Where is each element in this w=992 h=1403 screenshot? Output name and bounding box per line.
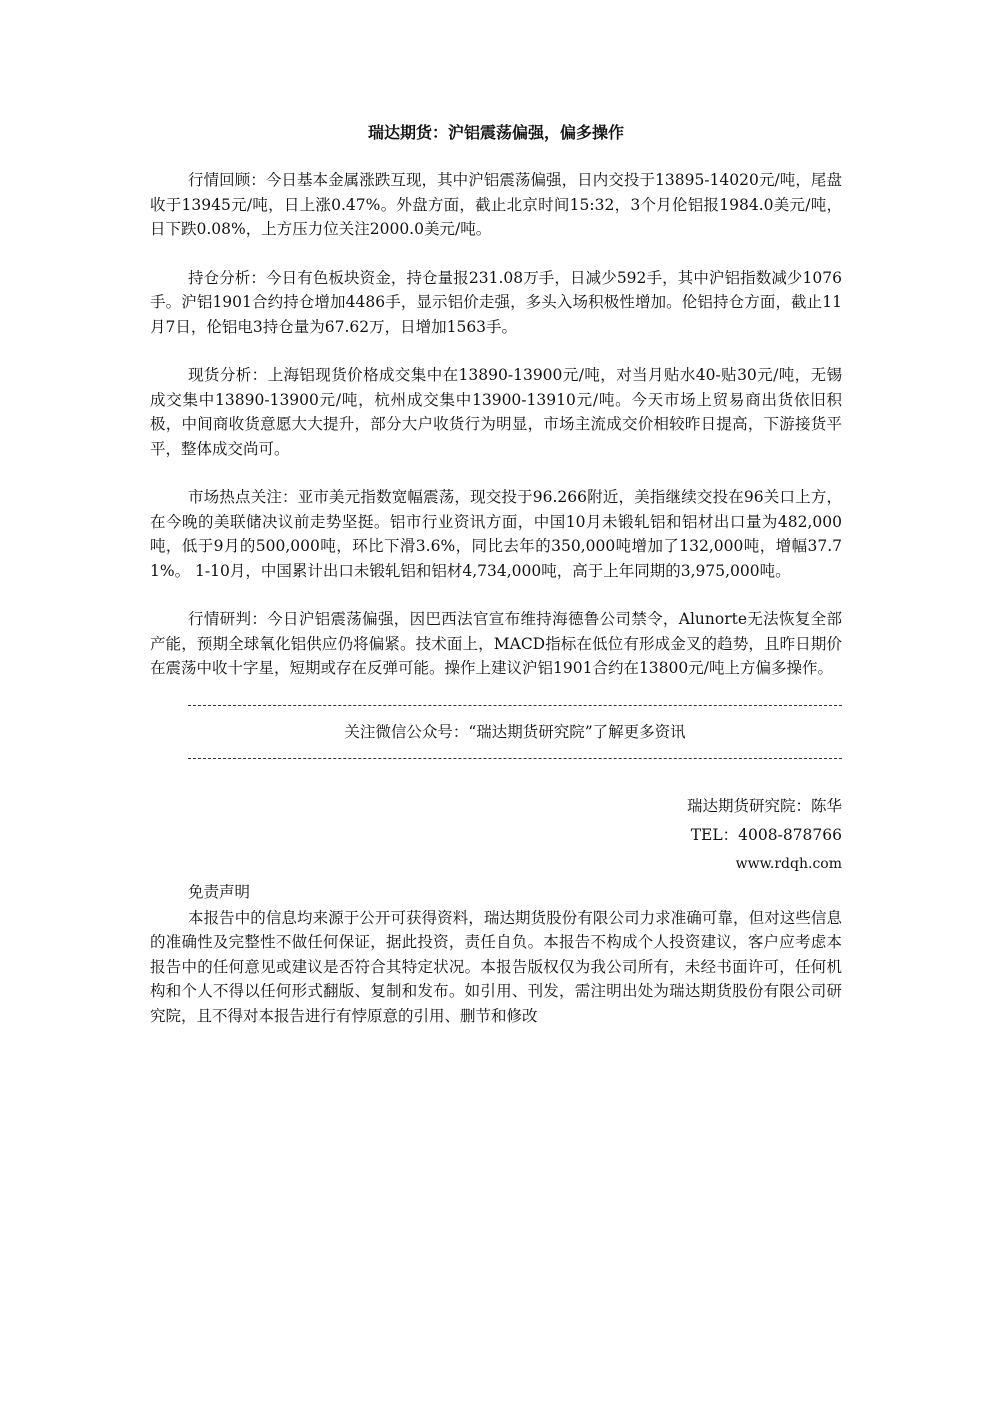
- paragraph-market-focus: 市场热点关注：亚市美元指数宽幅震荡，现交投于96.266附近，美指继续交投在96关口上方，在今晚的美联储决议前走势坚挺。铝市行业资讯方面，中国10月未锻轧铝和铝材出口量为482,000吨，低于9月的500,000吨，环比下滑3.6%，同比去年的350,000吨增加了132,000吨，增幅37.71%。 1-10月，中国累计出口未锻轧铝和铝材4,734,000吨，高于上年同期的3,975,000吨。: [150, 488, 842, 580]
- wechat-follow-notice: 关注微信公众号：“瑞达期货研究院”了解更多资讯: [344, 722, 686, 741]
- divider-top: [188, 705, 842, 706]
- website-line: www.rdqh.com: [735, 855, 842, 872]
- disclaimer-title: 免责声明: [188, 882, 251, 901]
- paragraph-position-analysis: 持仓分析：今日有色板块资金，持仓量报231.08万手，日减少592手，其中沪铝指数减少1076手。沪铝1901合约持仓增加4486手，显示铝价走强，多头入场积极性增加。伦铝持仓方面，截止11月7日，伦铝电3持仓量为67.62万，日增加1563手。: [150, 268, 842, 336]
- report-title: 瑞达期货：沪铝震荡偏强，偏多操作: [367, 123, 624, 142]
- disclaimer-text: 本报告中的信息均来源于公开可获得资料，瑞达期货股份有限公司力求准确可靠，但对这些信息的准确性及完整性不做任何保证，据此投资，责任自负。本报告不构成个人投资建议，客户应考虑本报告中的任何意见或建议是否符合其特定状况。本报告版权仅为我公司所有，未经书面许可，任何机构和个人不得以任何形式翻版、复制和发布。如引用、刊发，需注明出处为瑞达期货股份有限公司研究院，且不得对本报告进行有悖原意的引用、删节和修改: [150, 908, 842, 1025]
- author-line: 瑞达期货研究院：陈华: [686, 796, 842, 815]
- divider-bottom: [188, 758, 842, 759]
- contact-block: [150, 792, 842, 879]
- report-page: [150, 120, 842, 1028]
- paragraph-market-review: 行情回顾：今日基本金属涨跌互现，其中沪铝震荡偏强，日内交投于13895-14020元/吨，尾盘收于13945元/吨，日上涨0.47%。外盘方面，截止北京时间15:32，3个月伦铝报1984.0美元/吨，日下跌0.08%，上方压力位关注2000.0美元/吨。: [150, 171, 842, 238]
- tel-line: TEL：4008-878766: [690, 825, 842, 844]
- paragraph-spot-analysis: 现货分析：上海铝现货价格成交集中在13890-13900元/吨，对当月贴水40-贴30元/吨，无锡成交集中13890-13900元/吨，杭州成交集中13900-13910元/吨。今天市场上贸易商出货依旧积极，中间商收货意愿大大提升，部分大户收货行为明显，市场主流成交价相较昨日提高，下游接货平平，整体成交尚可。: [150, 366, 842, 458]
- paragraph-market-judgment: 行情研判：今日沪铝震荡偏强，因巴西法官宣布维持海德鲁公司禁令，Alunorte无法恢复全部产能，预期全球氧化铝供应仍将偏紧。技术面上，MACD指标在低位有形成金叉的趋势，且昨日期价在震荡中收十字星，短期或存在反弹可能。操作上建议沪铝1901合约在13800元/吨上方偏多操作。: [150, 610, 842, 677]
